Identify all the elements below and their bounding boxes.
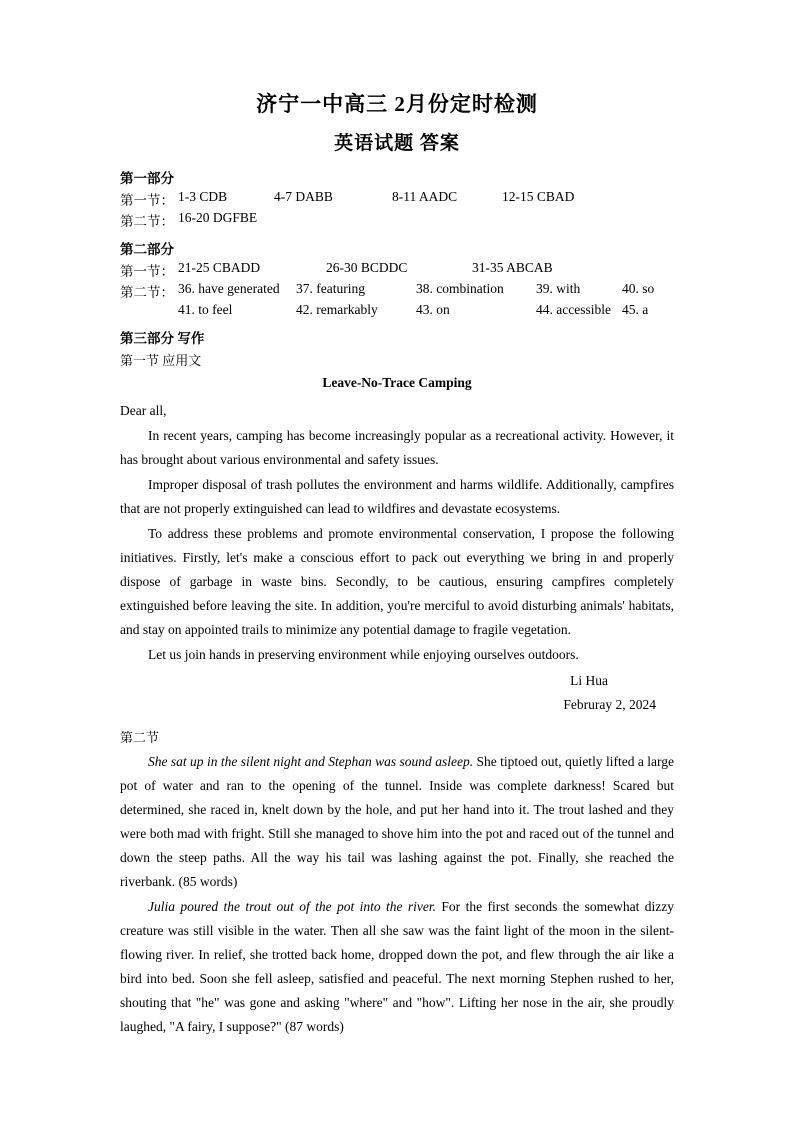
story2-lead: Julia poured the trout out of the pot into the river.	[148, 899, 437, 915]
part1-section2-answers: 16-20 DGFBE	[178, 210, 258, 225]
part2-section2-row1	[120, 281, 674, 301]
page-title: 济宁一中高三 2月份定时检测	[256, 92, 538, 116]
essay-paragraph-2: Improper disposal of trash pollutes the environment and harms wildlife. Additionally, campfires that are not properly extinguished can lead to wildfires and devastate ecosystems.	[120, 477, 674, 517]
part3-section2-label: 第二节	[120, 730, 160, 746]
part3-heading: 第三部分 写作	[120, 331, 205, 346]
fill-answer-40: 40. so	[622, 281, 655, 296]
essay-salutation: Dear all,	[120, 403, 167, 418]
fill-row2-indent	[120, 302, 178, 318]
part2-heading: 第二部分	[120, 242, 174, 257]
essay-paragraph-1: In recent years, camping has become increasingly popular as a recreational activity. However, it has brought about various environmental and safety issues.	[120, 428, 674, 468]
part2-answers-3: 31-35 ABCAB	[472, 260, 553, 275]
part2-section2-row2	[120, 302, 674, 318]
part2-section1-label: 第一节：	[120, 264, 174, 279]
story1-lead: She sat up in the silent night and Stephan was sound asleep.	[148, 754, 474, 770]
fill-answer-39: 39. with	[536, 281, 581, 296]
part3-section1-label: 第一节 应用文	[120, 353, 202, 368]
part1-heading: 第一部分	[120, 171, 174, 186]
fill-answer-42: 42. remarkably	[296, 302, 378, 317]
fill-answer-43: 43. on	[416, 302, 450, 317]
fill-answer-41: 41. to feel	[178, 302, 233, 317]
fill-answer-37: 37. featuring	[296, 281, 365, 296]
essay-paragraph-3: To address these problems and promote environmental conservation, I propose the following initiatives. Firstly, let's make a conscious effort to pack out everything we bring in and properly dispose of garbage in waste bins. Secondly, to be cautious, ensuring campfires completely extinguished before leaving the site. In addition, you're merciful to avoid disturbing animals' habitats, and stay on appointed trails to minimize any potential damage to fragile vegetation.	[120, 526, 674, 638]
part1-section2-label: 第二节：	[120, 214, 174, 229]
part1-answers-3: 8-11 AADC	[392, 189, 458, 204]
essay-date: Februray 2, 2024	[563, 697, 656, 713]
page-subtitle: 英语试题 答案	[334, 133, 460, 154]
part1-section1-label: 第一节：	[120, 193, 174, 208]
part2-answers-2: 26-30 BCDDC	[326, 260, 408, 275]
fill-answer-38: 38. combination	[416, 281, 504, 296]
essay-signature: Li Hua	[570, 673, 608, 689]
part2-section2-label: 第二节：	[120, 285, 174, 300]
fill-answer-44: 44. accessible	[536, 302, 611, 317]
story2-body: For the first seconds the somewhat dizzy creature was still visible in the water. Then all she saw was the faint light of the moon in the silent-flowing river. In relief, she trotted back home, dropped down the pot, and flew through the air like a bird into bed. Soon she fell asleep, satisfied and peaceful. The next morning Stephen rushed to her, shouting that "he" was gone and asking "where" and "how". Lifting her nose in the air, she proudly laughed, "A fairy, I suppose?" (87 words)	[120, 899, 674, 1035]
part1-section1-row	[120, 189, 674, 209]
story1-body: She tiptoed out, quietly lifted a large pot of water and ran to the opening of the tunnel. Inside was complete darkness! Scared but determined, she raced in, knelt down by the hole, and put her hand into it. The trout lashed and they were both mad with fright. Still she managed to shove him into the pot and raced out of the tunnel and down the steep paths. All the way his tail was lashing against the pot. Finally, she reached the riverbank. (85 words)	[120, 754, 674, 890]
part1-answers-2: 4-7 DABB	[274, 189, 333, 204]
essay-title: Leave-No-Trace Camping	[322, 375, 472, 390]
part1-answers-4: 12-15 CBAD	[502, 189, 575, 204]
part1-section2-row	[120, 210, 674, 230]
part2-answers-1: 21-25 CBADD	[178, 260, 261, 275]
story-paragraph-2	[120, 895, 674, 1039]
document-body	[120, 88, 674, 1040]
fill-answer-36: 36. have generated	[178, 281, 280, 296]
fill-answer-45: 45. a	[622, 302, 649, 317]
part2-section1-row	[120, 260, 674, 280]
part1-answers-1: 1-3 CDB	[178, 189, 228, 204]
essay-paragraph-4: Let us join hands in preserving environment while enjoying ourselves outdoors.	[148, 647, 579, 663]
story-paragraph-1	[120, 750, 674, 894]
